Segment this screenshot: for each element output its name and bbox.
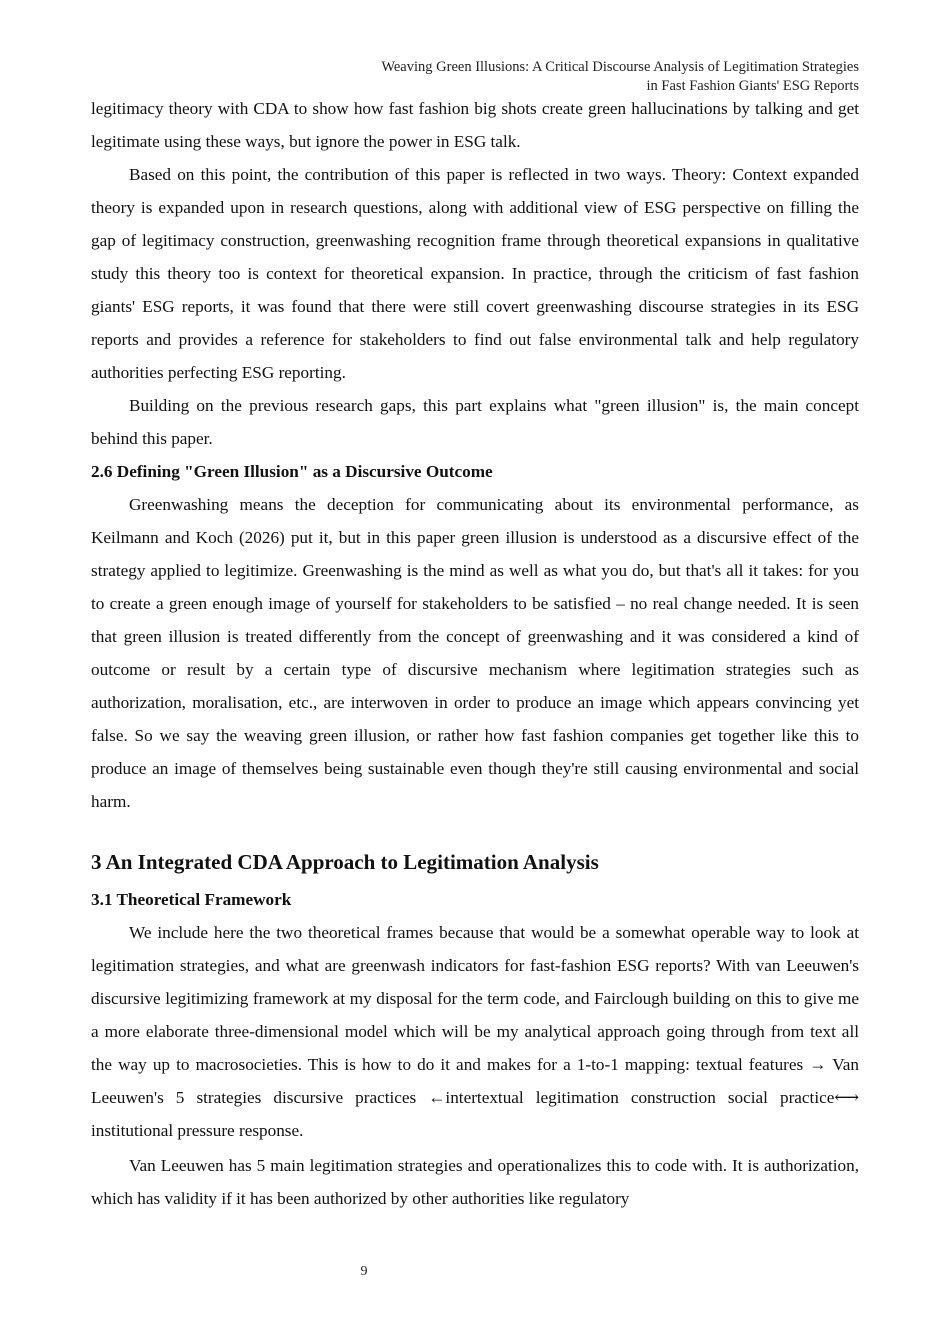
- heading-section-3: 3 An Integrated CDA Approach to Legitimation Analysis: [91, 850, 599, 874]
- running-header-line-1: Weaving Green Illusions: A Critical Discourse Analysis of Legitimation Strategies: [381, 59, 859, 75]
- page-number: 9: [360, 1264, 368, 1279]
- running-header-line-2: in Fast Fashion Giants' ESG Reports: [646, 78, 859, 94]
- paragraph-van-leeuwen: Van Leeuwen has 5 main legitimation strategies and operationalizes this to code with. It is authorization, which has validity if it has been authorized by other authorities like regulatory: [91, 1156, 859, 1208]
- heading-2-6: 2.6 Defining "Green Illusion" as a Discursive Outcome: [91, 462, 493, 481]
- paragraph-framework: We include here the two theoretical frames because that would be a somewhat operable way to look at legitimation strategies, and what are greenwash indicators for fast-fashion ESG reports? With van Leeuwen's discursive legitimizing framework at my disposal for the term code, and Fairclough building on this to give me a more elaborate three-dimensional model which will be my analytical approach going through from text all the way up to macrosocieties. This is how to do it and makes for a 1-to-1 mapping: textual features → Van Leeuwen's 5 strategies discursive practices ←intertextual legitimation construction social practice⟷ institutional pressure response.: [91, 923, 859, 1140]
- paragraph-contribution: Based on this point, the contribution of this paper is reflected in two ways. Theory: Context expanded theory is expanded upon in research questions, along with additional view of ESG perspective on filling the gap of legitimacy construction, greenwashing recognition frame through theoretical expansions in qualitative study this theory too is context for theoretical expansion. In practice, through the criticism of fast fashion giants' ESG reports, it was found that there were still covert greenwashing discourse strategies in its ESG reports and provides a reference for stakeholders to find out false environmental talk and help regulatory authorities perfecting ESG reporting.: [91, 165, 859, 382]
- paragraph-greenwashing: Greenwashing means the deception for communicating about its environmental performance, as Keilmann and Koch (2026) put it, but in this paper green illusion is understood as a discursive effect of the strategy applied to legitimize. Greenwashing is the mind as well as what you do, but that's all it takes: for you to create a green enough image of yourself for stakeholders to be satisfied – no real change needed. It is seen that green illusion is treated differently from the concept of greenwashing and it was considered a kind of outcome or result by a certain type of discursive mechanism where legitimation strategies such as authorization, moralisation, etc., are interwoven in order to produce an image which appears convincing yet false. So we say the weaving green illusion, or rather how fast fashion companies get together like this to produce an image of themselves being sustainable even though they're still causing environmental and social harm.: [91, 495, 859, 811]
- heading-3-1: 3.1 Theoretical Framework: [91, 890, 292, 909]
- page-body: [91, 92, 859, 1215]
- paragraph-continued: legitimacy theory with CDA to show how fast fashion big shots create green hallucinations by talking and get legitimate using these ways, but ignore the power in ESG talk.: [91, 99, 859, 151]
- paragraph-building: Building on the previous research gaps, this part explains what "green illusion" is, the main concept behind this paper.: [91, 396, 859, 448]
- running-header: [381, 58, 859, 96]
